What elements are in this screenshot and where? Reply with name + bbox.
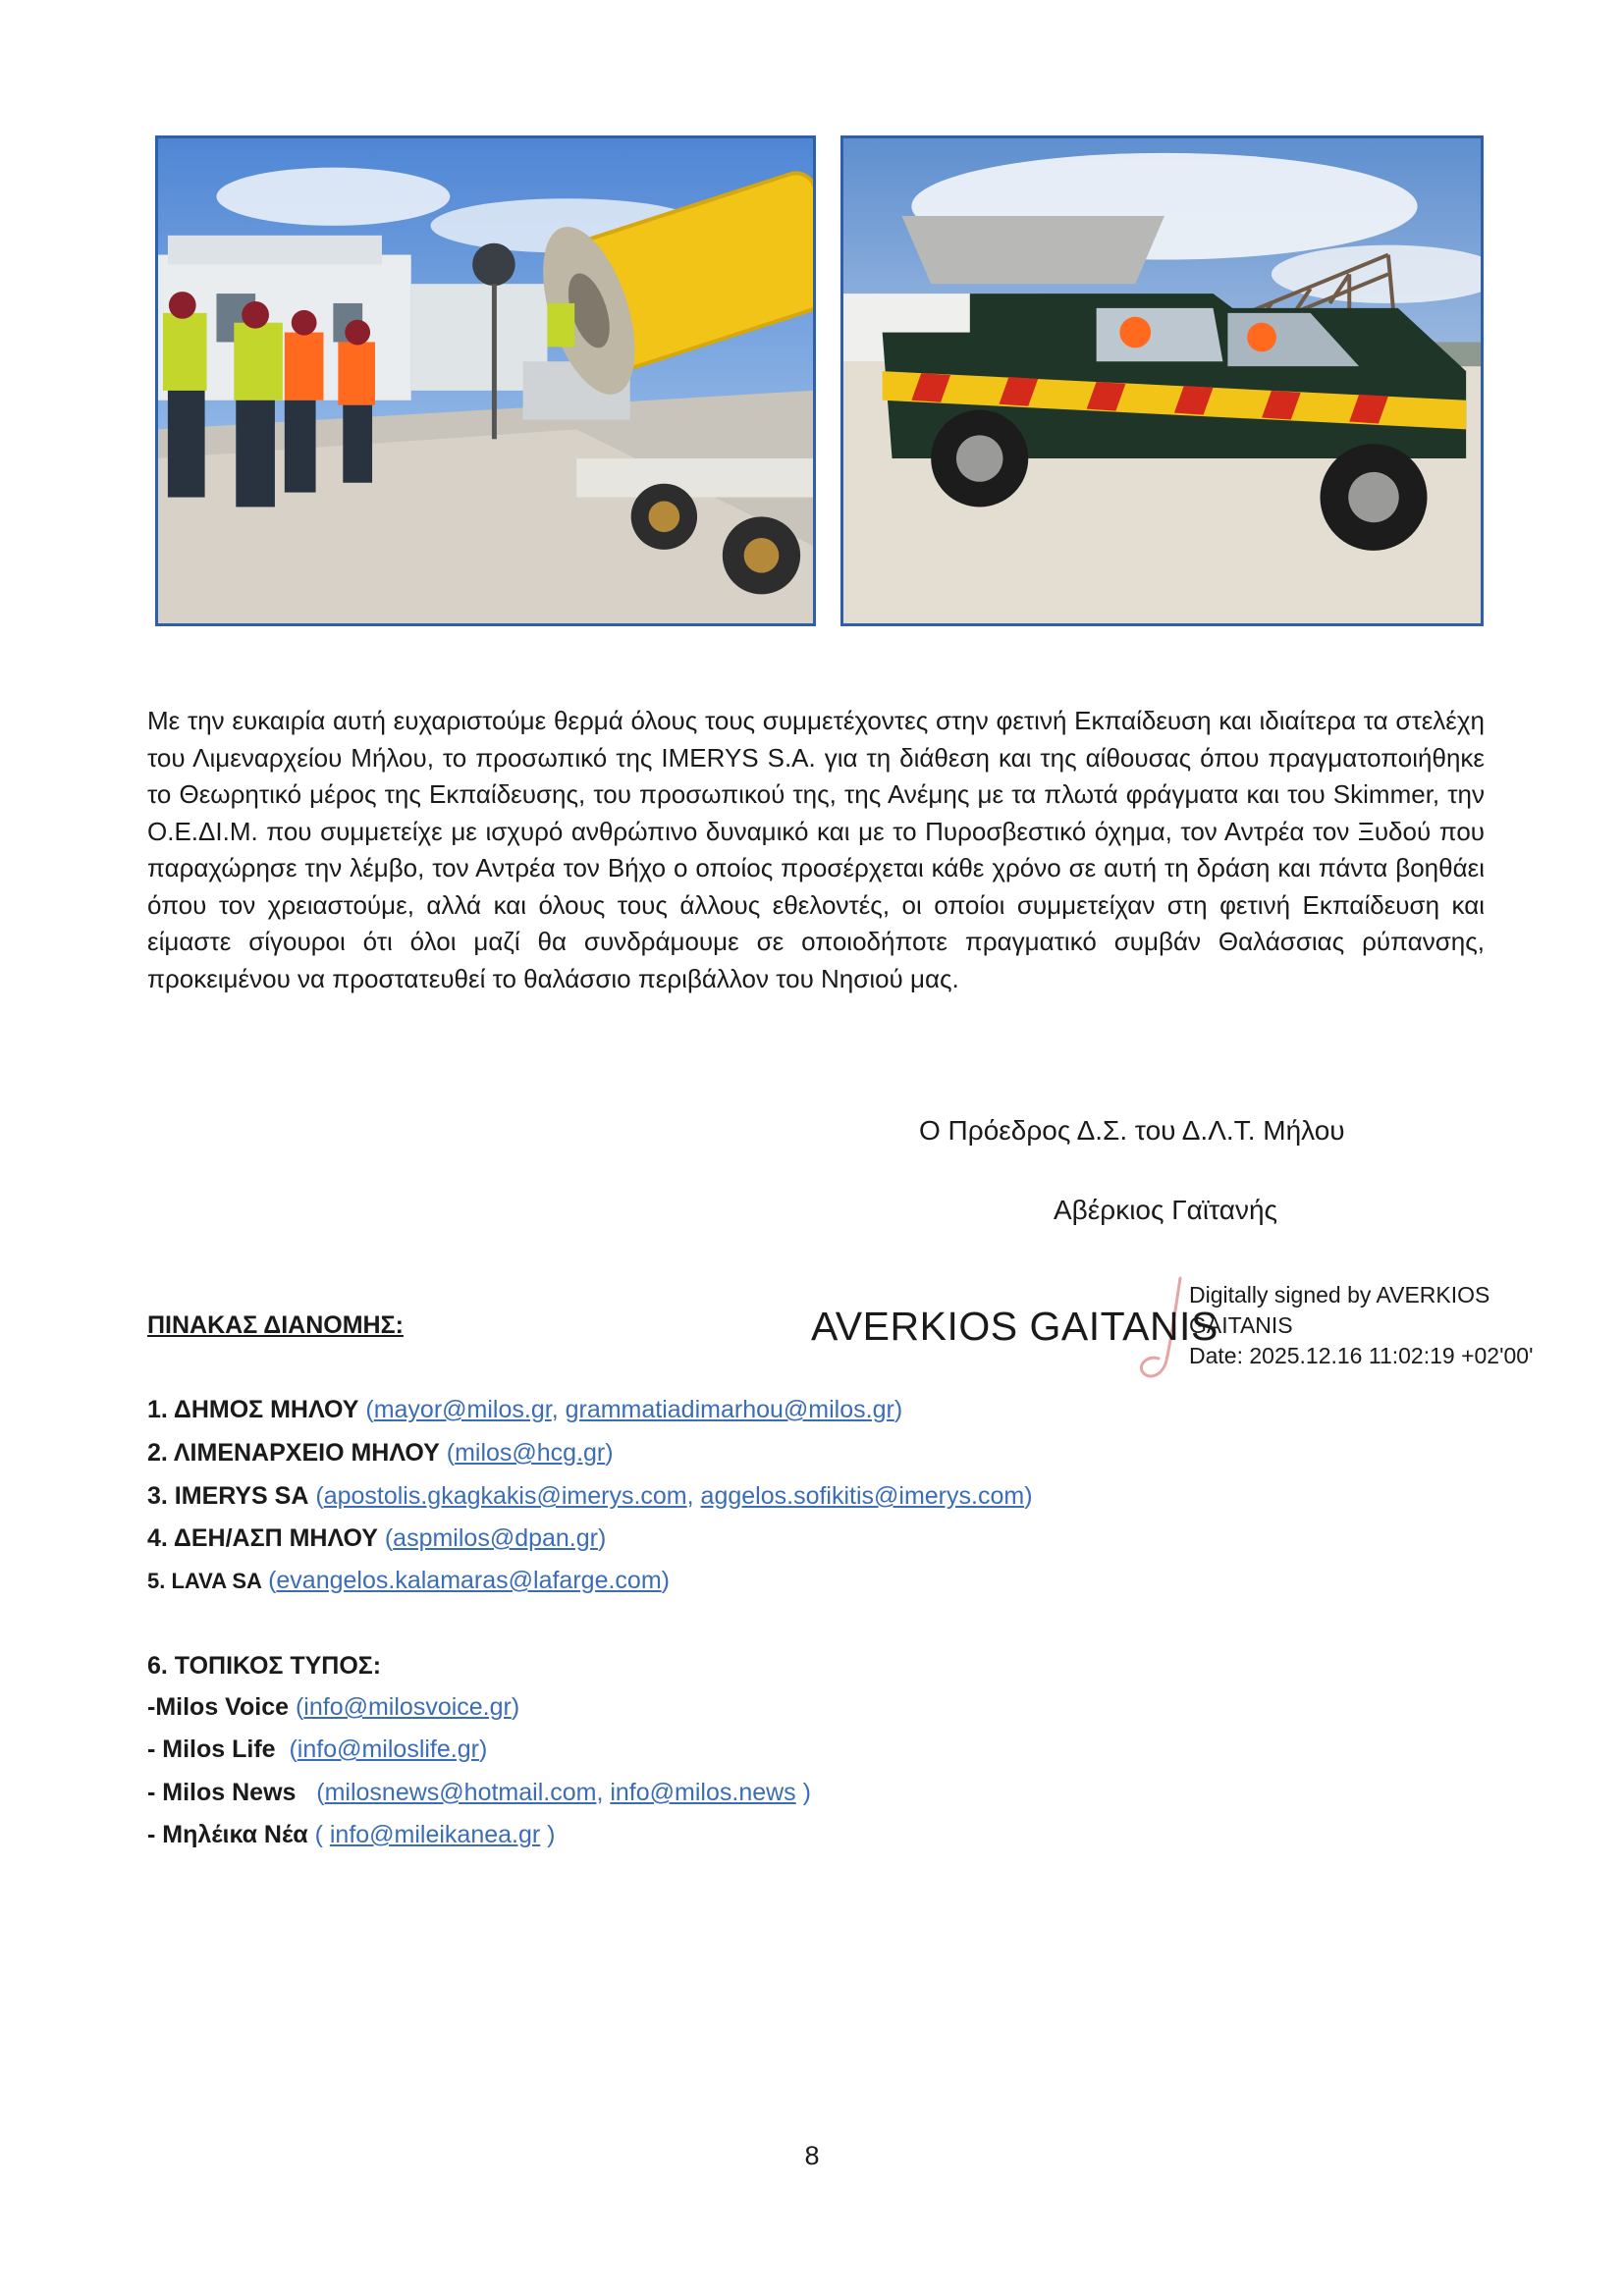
paren: (: [384, 1524, 394, 1552]
paren: (: [314, 1821, 330, 1848]
paren: ): [605, 1439, 614, 1467]
email-link[interactable]: mayor@milos.gr: [373, 1396, 552, 1423]
paren: (: [446, 1439, 456, 1467]
paren: ): [795, 1779, 811, 1806]
paren: (: [365, 1396, 374, 1423]
paren: (: [268, 1567, 277, 1594]
recipient-label: 5. LAVA SA: [147, 1569, 262, 1593]
digital-signature-meta: [1189, 1280, 1562, 1371]
body-paragraph: Με την ευκαιρία αυτή ευχαριστούμε θερμά όλους τους συμμετέχοντες στην φετινή Εκπαίδευση και ιδιαίτερα τα στελέχη του Λιμεναρχείου Μήλου, το προσωπικό της IMERYS S.A. για τη διάθεση και της αίθουσας όπου πραγματοποιήθηκε το Θεωρητικό μέρος της Εκπαίδευσης, του προσωπικού της, της Ανέμης με τα πλωτά φράγματα και του Skimmer, την Ο.Ε.ΔΙ.Μ. που συμμετείχε με ισχυρό ανθρώπινο δυναμικό και με το Πυροσβεστικό όχημα, τον Αντρέα τον Ξυδού που παραχώρησε την λέμβο, τον Αντρέα τον Βήχο ο οποίος προσέρχεται κάθε χρόνο σε αυτή τη δράση και πάντα βοηθάει όπου τον χρειαστούμε, αλλά και όλους τους άλλους εθελοντές, οι οποίοι συμμετείχαν στη φετινή Εκπαίδευση και είμαστε σίγουροι ότι όλοι μαζί θα συνδράμουμε σε οποιοδήποτε πραγματικό συμβάν Θαλάσσιας ρύπανσης, προκειμένου να προστατευθεί το θαλάσσιο περιβάλλον του Νησιού μας.: [147, 706, 1485, 993]
email-link[interactable]: grammatiadimarhou@milos.gr: [565, 1396, 894, 1423]
press-row: [147, 1735, 487, 1764]
signature-meta-line: GAITANIS: [1189, 1312, 1293, 1338]
press-label: - Milos Life: [147, 1735, 276, 1763]
paren: ): [511, 1693, 520, 1721]
distribution-title: ΠΙΝΑΚΑΣ ΔΙΑΝΟΜΗΣ:: [147, 1311, 404, 1339]
recipient-label: 2. ΛΙΜΕΝΑΡΧΕΙΟ ΜΗΛΟΥ: [147, 1439, 440, 1467]
paren: ): [661, 1567, 670, 1594]
signature-meta-line: Digitally signed by AVERKIOS: [1189, 1282, 1490, 1308]
paren: ): [893, 1396, 903, 1423]
photo-workers-boom-trailer: [155, 135, 816, 626]
press-row: [147, 1693, 519, 1722]
distribution-row: 1. ΔΗΜΟΣ ΜΗΛΟΥ (mayor@milos.gr, grammatiadimarhou@milos.gr): [147, 1396, 903, 1423]
paren: (: [295, 1693, 304, 1721]
email-link[interactable]: milos@hcg.gr: [455, 1439, 606, 1467]
press-label: -Milos Voice: [147, 1693, 290, 1721]
email-link[interactable]: aggelos.sofikitis@imerys.com: [700, 1482, 1025, 1510]
paren: ): [1024, 1482, 1033, 1510]
digital-signature-name: AVERKIOS GAITANIS: [811, 1304, 1218, 1349]
paren: ): [478, 1735, 488, 1763]
paren: (: [316, 1779, 325, 1806]
paren: (: [315, 1482, 324, 1510]
email-link[interactable]: info@mileikanea.gr: [329, 1821, 541, 1848]
paren: ): [540, 1821, 556, 1848]
email-link[interactable]: info@miloslife.gr: [297, 1735, 479, 1763]
press-row: [147, 1821, 556, 1849]
recipient-label: 1. ΔΗΜΟΣ ΜΗΛΟΥ: [147, 1396, 359, 1423]
page-number: 8: [804, 2141, 820, 2170]
digital-signature: [805, 1274, 1551, 1382]
press-label: - Μηλέικα Νέα: [147, 1821, 308, 1848]
press-row: - Milos News (milosnews@hotmail.com, info@milos.news ): [147, 1779, 811, 1806]
email-link[interactable]: info@milosvoice.gr: [303, 1693, 512, 1721]
distribution-row: [147, 1439, 614, 1468]
president-line: Ο Πρόεδρος Δ.Σ. του Δ.Λ.Τ. Μήλου: [919, 1115, 1345, 1146]
distribution-row: [147, 1524, 606, 1553]
email-link[interactable]: apostolis.gkagkakis@imerys.com: [323, 1482, 687, 1510]
distribution-row: [147, 1567, 670, 1595]
email-link[interactable]: aspmilos@dpan.gr: [393, 1524, 598, 1552]
email-link[interactable]: evangelos.kalamaras@lafarge.com: [276, 1567, 662, 1594]
distribution-row: 3. IMERYS SA (apostolis.gkagkakis@imerys.com, aggelos.sofikitis@imerys.com): [147, 1482, 1033, 1510]
press-title: 6. ΤΟΠΙΚΟΣ ΤΥΠΟΣ:: [147, 1652, 382, 1680]
signature-meta-line: Date: 2025.12.16 11:02:19 +02'00': [1189, 1343, 1534, 1368]
email-link[interactable]: info@milos.news: [610, 1779, 796, 1806]
paren: ): [598, 1524, 607, 1552]
email-link[interactable]: milosnews@hotmail.com: [324, 1779, 597, 1806]
photo-pickup-truck: [840, 135, 1484, 626]
paren: (: [289, 1735, 298, 1763]
recipient-label: 3. IMERYS SA: [147, 1482, 309, 1510]
signatory-name: Αβέρκιος Γαϊτανής: [1054, 1195, 1278, 1225]
recipient-label: 4. ΔΕΗ/ΑΣΠ ΜΗΛΟΥ: [147, 1524, 378, 1552]
press-label: - Milos News: [147, 1779, 297, 1806]
